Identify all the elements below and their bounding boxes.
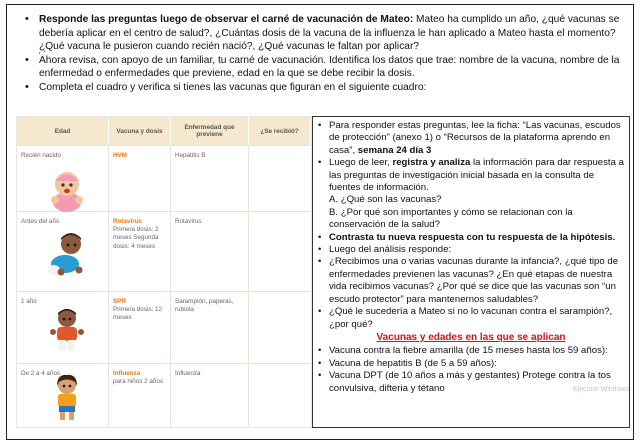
header-age: Edad: [17, 117, 109, 145]
dose-info: Primera dosis: 12 meses: [113, 306, 162, 322]
guide-item-3-text: Contrasta tu nueva respuesta con tu respuesta de la hipótesis.: [329, 231, 616, 243]
toddler-illustration: [45, 306, 89, 354]
vaccine-name: HVM: [113, 152, 127, 159]
vaccine-item-3: • Vacuna DPT (de 10 años a más y gestantes) Protege contra la tos convulsiva, difteria y tétano: [317, 370, 625, 395]
vaccine-item-2: • Vacuna de hepatitis B (de 5 a 59 años):: [317, 358, 625, 370]
instructions: [25, 13, 625, 95]
received-cell: [249, 212, 311, 291]
vaccine-name: Influenza: [113, 370, 141, 377]
header-vaccine: Vacuna y dosis: [109, 117, 171, 145]
vaccine-cell: [109, 364, 171, 427]
guide-panel: [312, 116, 630, 428]
vaccine-table-header: [17, 117, 311, 145]
table-row: [17, 363, 311, 427]
instruction-1-bold: Responde las preguntas luego de observar el carné de vacunación de Mateo:: [39, 14, 414, 25]
dose-info: para niños 2 años: [113, 378, 164, 386]
guide-item-2-bold: registra y analiza: [392, 157, 471, 169]
vaccine-cell: [109, 212, 171, 291]
table-row: [17, 145, 311, 211]
age-label: Antes del año: [21, 218, 60, 225]
guide-item-4: • Luego del análisis responde:: [317, 244, 625, 256]
vaccine-table: [16, 116, 312, 428]
age-cell: [17, 146, 109, 211]
vaccines-title: Vacunas y edades en las que se aplican: [376, 331, 566, 343]
guide-item-1-bold: semana 24 día 3: [357, 144, 432, 156]
guide-item-2: [317, 157, 625, 194]
guide-item-3: [317, 232, 625, 244]
question-a: A. ¿Qué son las vacunas?: [329, 194, 442, 206]
received-cell: [249, 364, 311, 427]
instruction-1-text: Mateo ha cumplido un año, ¿qué vacunas se debería aplicar en el centro de salud?, ¿Cuántas dosis de la vacuna de la influenza le han aplicado a Mateo hasta el momento?: [39, 14, 620, 39]
received-cell: [249, 146, 311, 211]
age-label: De 2 a 4 años: [21, 370, 61, 377]
guide-item-6: • ¿Qué le sucedería a Mateo si no lo vacunan contra el sarampión?, ¿por qué?: [317, 306, 625, 331]
age-cell: [17, 212, 109, 291]
guide-item-5: • ¿Recibimos una o varias vacunas durante la infancia?, ¿qué tipo de enfermedades previenen las vacunas? ¿En qué etapas de nuestra vida recibimos vacunas? ¿Por qué se dice que las vacunas son “un escudo protector” para mantenernos saludables?: [317, 256, 625, 306]
disease-cell: Influenza: [171, 364, 249, 427]
vaccine-name: Rotavirus: [113, 218, 143, 225]
dose-info: Primera dosis: 2 meses Segunda dosis: 4 meses: [113, 226, 159, 250]
guide-item-2-text-2: la información para dar respuesta a las preguntas de investigación inicial basada en la consulta de fuentes de información.: [329, 157, 624, 194]
instruction-1-text-2: Qué vacuna le pusieron cuando recién nació?, ¿Qué vacunas le faltan por aplicar?: [45, 41, 420, 53]
table-row: [17, 211, 311, 291]
crawling-baby-illustration: [45, 230, 89, 278]
age-label: Recién nacido: [21, 152, 61, 159]
instruction-2: • Ahora revisa, con apoyo de un familiar, tu carné de vacunación. Identifica los datos que trae: nombre de la vacuna, nombre de la enfermedad o enfermedades que previene, edad en la que se debe recibir la dosis.: [25, 54, 625, 81]
question-b: B. ¿Por qué son importantes y cómo se relacionan con la conservación de la salud?: [329, 206, 573, 231]
spellcheck-mark: ¿: [39, 41, 46, 53]
child-illustration: [45, 374, 89, 422]
vaccine-name: SPR: [113, 298, 126, 305]
guide-item-1: [317, 120, 625, 157]
instruction-1: [25, 13, 625, 54]
instruction-3: • Completa el cuadro y verifica si tienes las vacunas que figuran en el siguiente cuadro:: [25, 81, 625, 95]
vaccine-cell: [109, 292, 171, 363]
table-row: [17, 291, 311, 363]
age-cell: [17, 292, 109, 363]
disease-cell: Hepatitis B: [171, 146, 249, 211]
disease-cell: Rotavirus: [171, 212, 249, 291]
newborn-illustration: [45, 166, 89, 214]
guide-item-1-text: Para responder estas preguntas, lee la ficha: “Las vacunas, escudos de protección” (anexo 1) o “Recursos de la plataforma aprendo en casa”,: [329, 120, 621, 156]
guide-item-2-text: Luego de leer,: [329, 157, 393, 169]
header-received: ¿Se recibió?: [249, 117, 311, 145]
vaccine-item-1: • Vacuna contra la fiebre amarilla (de 15 meses hasta los 59 años):: [317, 345, 625, 357]
disease-cell: Sarampión, paperas, rubiola: [171, 292, 249, 363]
watermark-text: Ejecutar Windows: [573, 386, 630, 393]
age-cell: [17, 364, 109, 427]
received-cell: [249, 292, 311, 363]
age-label: 1 año: [21, 298, 37, 305]
vaccine-cell: [109, 146, 171, 211]
header-disease: Enfermedad que previene: [171, 117, 249, 145]
